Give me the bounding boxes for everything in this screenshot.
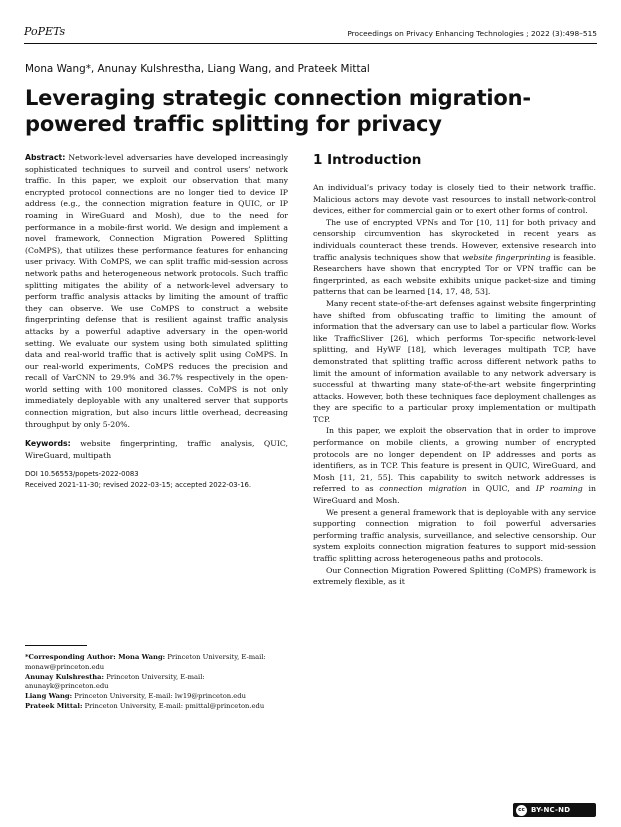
paragraph [313,425,596,506]
footnote-text: Princeton University, E-mail: monaw@princeton.edu [25,653,266,671]
keywords-label: Keywords: [25,439,71,449]
emphasis-text: IP roaming [535,484,583,494]
paragraph-text: In this paper, we exploit the observation that in order to improve performance on mobile clients, a growing number of encrypted protocols are no longer dependent on IP addresses and ports as identifiers, as in TCP. This feature is present in QUIC, WireGuard, and Mosh [11, 21, 55]. This capability to switch network addresses is referred to as [313,426,596,494]
cc-icon: cc [516,805,527,816]
footnote-label: Anunay Kulshrestha: [25,672,105,681]
footnote-item [25,673,288,693]
right-column [313,152,596,588]
footnote-label: Prateek Mittal: [25,701,83,710]
paragraph [313,217,596,298]
footnote-text: Princeton University, E-mail: anunayk@princeton.edu [25,672,205,691]
journal-name: PoPETs [24,25,66,38]
received-dates: Received 2021-11-30; revised 2022-03-15; accepted 2022-03-16. [25,481,252,490]
paragraph-text: in QUIC, and [466,484,536,494]
running-header [24,24,597,38]
paragraph-text: is feasible. Researchers have shown that encrypted Tor or VPN traffic can be fingerprinted, as each website exhibits unique packet-size and timing patterns that can be learned [14, 17, 48, 53]. [313,252,596,297]
paragraph [313,298,596,426]
footnote-item [25,702,288,712]
paragraph-text: Our Connection Migration Powered Splitting (CoMPS) framework is extremely flexible, as it [313,565,596,587]
publication-info [25,469,288,491]
doi[interactable]: DOI 10.56553/popets-2022-0083 [25,470,139,479]
paragraph [313,182,596,217]
paragraph [313,507,596,565]
footnote-text: Princeton University, E-mail: pmittal@princeton.edu [82,701,265,710]
footnote-item [25,653,288,673]
paragraph-text: An individual’s privacy today is closely tied to their network traffic. Malicious actors may devote vast resources to install network-control devices, either for commercial gain or to exert other forms of control. [313,183,596,216]
header-rule [24,43,597,44]
footnote-label: *Corresponding Author: Mona Wang: [25,653,166,661]
footnote-label: Liang Wang: [25,692,73,701]
emphasis-text: website fingerprinting [462,252,551,262]
abstract [25,152,288,430]
paper-title: Leveraging strategic connection migration-powered traffic splitting for privacy [25,86,531,136]
footnote-text: Princeton University, E-mail: lw19@princeton.edu [72,692,246,701]
paragraph-text: We present a general framework that is deployable with any service supporting connection migration to foil powerful adversaries performing traffic analysis, surveillance, and selective censorship. Our system exploits connection migration features to support mid-session traffic splitting across heterogeneous paths and protocols. [313,507,596,563]
introduction-body [313,182,596,588]
author-list: Mona Wang*, Anunay Kulshrestha, Liang Wang, and Prateek Mittal [25,63,370,75]
license-badge[interactable] [513,803,596,817]
paragraph-text: The use of encrypted VPNs and Tor [10, 11] for both privacy and censorship circumvention has skyrocketed in recent years as individuals counteract these trends. However, extensive research into traffic analysis techniques show that [313,217,596,262]
emphasis-text: connection migration [379,484,467,494]
paragraph-text: Many recent state-of-the-art defenses against website fingerprinting have shifted from obfuscating traffic to limiting the amount of information that the adversary can use to label a particular flow. Works like TrafficSliver [26], which performs Tor-specific network-level splitting, and HyWF [18], which leverages multipath TCP, have demonstrated that splitting traffic across different network paths to limit the amount of information available to any network adversary is successful at thwarting many state-of-the-art website fingerprinting attacks. However, both these techniques face deployment challenges as they are specific to a particular proxy implementation or multipath TCP. [313,298,596,424]
keywords [25,438,288,461]
footnotes [25,653,288,712]
footnote-rule [25,645,87,646]
left-column [25,152,288,491]
keywords-text: website fingerprinting, traffic analysis, QUIC, WireGuard, multipath [25,439,288,460]
paragraph [313,565,596,588]
section-heading: 1 Introduction [313,152,422,168]
proceedings-citation: Proceedings on Privacy Enhancing Technologies ; 2022 (3):498–515 [347,29,597,38]
footnote-item [25,692,288,702]
abstract-label: Abstract: [25,153,66,162]
abstract-text: Network-level adversaries have developed increasingly sophisticated techniques to surveil and control users’ network traffic. In this paper, we exploit our observation that many encrypted protocol connections are no longer tied to device IP address (e.g., the connection migration feature in QUIC, or IP roaming in WireGuard and Mosh), due to the need for performance in a mobile-first world. We design and implement a novel framework, Connection Migration Powered Splitting (CoMPS), that utilizes these performance features for enhancing user privacy. With CoMPS, we can split traffic mid-session across network paths and heterogeneous network protocols. Such traffic splitting mitigates the ability of a network-level adversary to perform traffic analysis attacks by limiting the amount of traffic they can observe. We use CoMPS to construct a website fingerprinting defense that is resilient against traffic analysis attacks by a powerful adaptive adversary in the open-world setting. We evaluate our system using both simulated splitting data and real-world traffic that is actively split using CoMPS. In our real-world experiments, CoMPS reduces the precision and recall of VarCNN to 29.9% and 36.7% respectively in the open-world setting with 100 monitored classes. CoMPS is not only immediately deployable with any unaltered server that supports connection migration, but also incurs little overhead, decreasing throughput by only 5-20%. [25,153,288,429]
paragraph-text: in WireGuard and Mosh. [313,484,596,506]
license-text: BY-NC-ND [531,806,571,814]
